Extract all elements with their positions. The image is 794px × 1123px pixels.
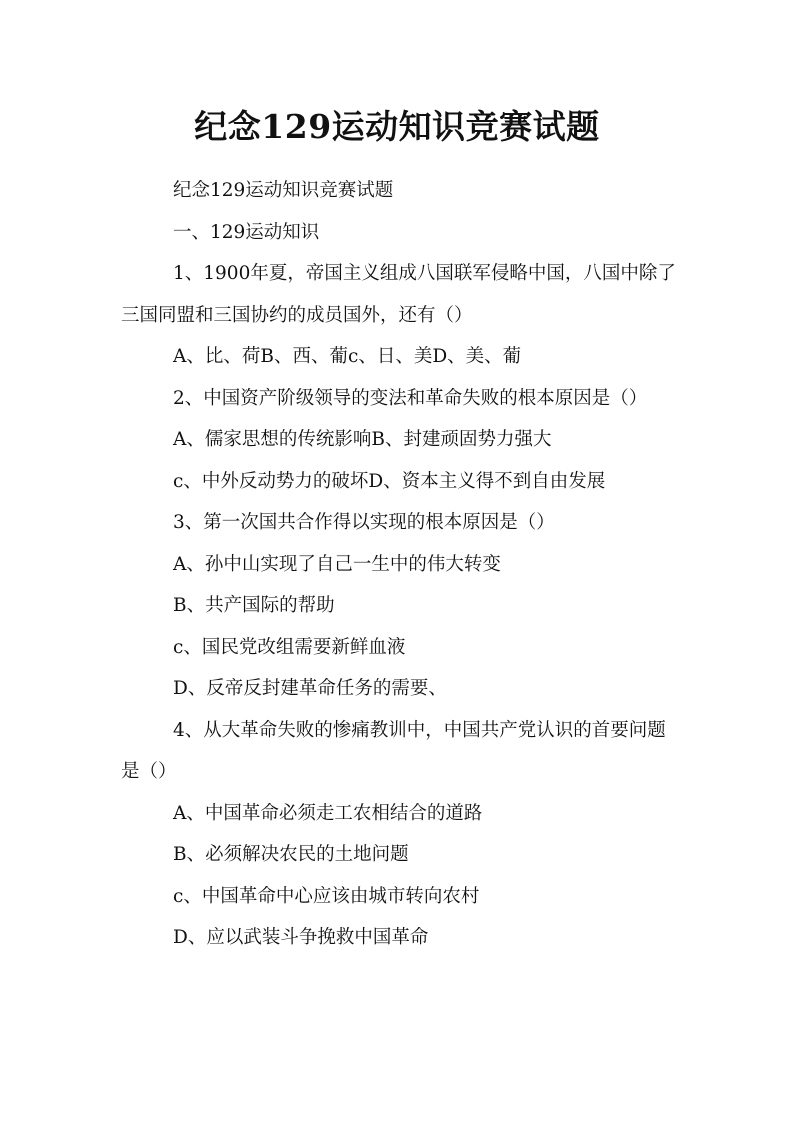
question-3-option-d: D、反帝反封建革命任务的需要、 <box>173 678 447 699</box>
subtitle-line: 纪念129运动知识竞赛试题 <box>173 180 394 201</box>
question-4-option-b: B、必须解决农民的土地问题 <box>173 844 409 865</box>
question-2-options-ab: A、儒家思想的传统影响B、封建顽固势力强大 <box>173 429 552 450</box>
question-3-option-a: A、孙中山实现了自己一生中的伟大转变 <box>173 553 501 575</box>
question-2-options-cd: c、中外反动势力的破坏D、资本主义得不到自由发展 <box>173 470 606 492</box>
question-1-options: A、比、荷B、西、葡c、日、美D、美、葡 <box>173 346 522 367</box>
document-title: 纪念129运动知识竞赛试题 <box>194 107 600 146</box>
question-2: 2、中国资产阶级领导的变法和革命失败的根本原因是（） <box>173 387 648 409</box>
question-4: 4、从大革命失败的惨痛教训中，中国共产党认识的首要问题是（） <box>121 719 666 782</box>
question-4-option-c: c、中国革命中心应该由城市转向农村 <box>173 885 480 907</box>
question-3-option-b: B、共产国际的帮助 <box>173 595 335 616</box>
section-heading: 一、129运动知识 <box>173 221 320 243</box>
document-body <box>121 170 676 959</box>
question-3-option-c: c、国民党改组需要新鲜血液 <box>173 636 406 658</box>
question-4-option-d: D、应以武装斗争挽救中国革命 <box>173 927 429 948</box>
question-3: 3、第一次国共合作得以实现的根本原因是（） <box>173 512 555 533</box>
question-1: 1、1900年夏，帝国主义组成八国联军侵略中国，八国中除了三国同盟和三国协约的成员国外，还有（） <box>121 263 676 326</box>
question-4-option-a: A、中国革命必须走工农相结合的道路 <box>173 802 483 824</box>
